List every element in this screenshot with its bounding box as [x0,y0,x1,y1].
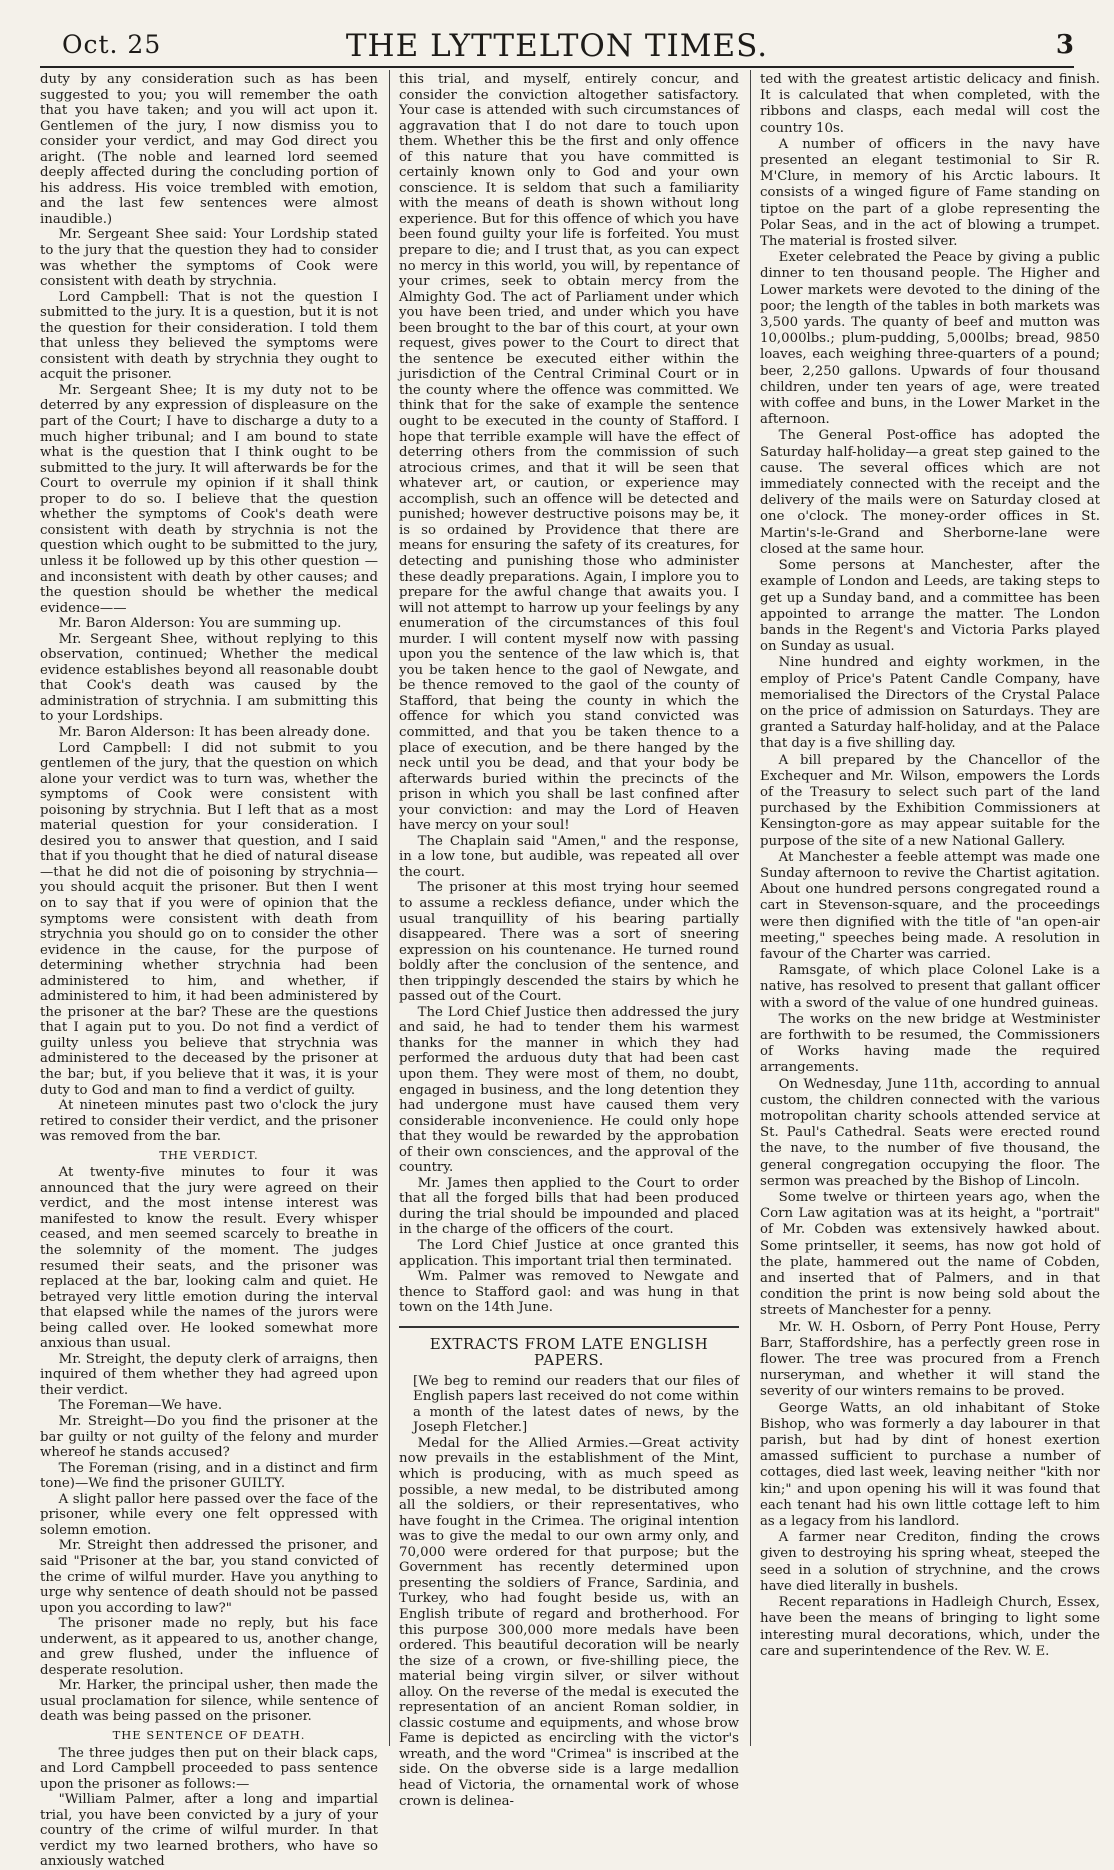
editor-note-text: [We beg to remind our readers that our files of English papers last received do not come within a month of the latest dates of news, by the Joseph Fletcher.] [413,1373,739,1436]
article-paragraph: Mr. Sergeant Shee; It is my duty not to be deterred by any expression of displeasure on the part of the Court; I have to discharge a duty to a much higher tribunal; and I am bound to state what is the question that I think ought to be submitted to the jury. It will afterwards be for the Court to overrule my opinion if it shall think proper to do so. I believe that the question whether the symptoms of Cook's death were consistent with death by strychnia is not the question which ought to be submitted to the jury, unless it be followed up by this other question — and inconsistent with death by other causes; and the question should be whether the medical evidence—— [40,382,378,616]
article-paragraph: A farmer near Crediton, finding the crows given to destroying his spring wheat, steeped the seed in a solution of strychnine, and the crows have died literally in bushels. [760,1530,1100,1594]
article-paragraph: On Wednesday, June 11th, according to annual custom, the children connected with the various motropolitan charity schools attended service at St. Paul's Cathedral. Seats were erected round the nave, to the number of five thousand, the general congregation occupying the floor. The sermon was preached by the Bishop of Lincoln. [760,1076,1100,1189]
article-paragraph: ted with the greatest artistic delicacy and finish. It is calculated that when completed, with the ribbons and clasps, each medal will cost the country 10s. [760,72,1100,136]
article-paragraph: The prisoner at this most trying hour seemed to assume a reckless defiance, under which the usual tranquillity of his bearing partially disappeared. There was a sort of sneering expression on his countenance. He turned round boldly after the conclusion of the sentence, and then trippingly descended the stairs by which he passed out of the Court. [399,880,739,1005]
article-paragraph: Medal for the Allied Armies.—Great activity now prevails in the establishment of the Mint, which is producing, with as much speed as possible, a new medal, to be distributed among all the soldiers, or their representatives, who have fought in the Crimea. The original intention was to give the medal to our own army only, and 70,000 were ordered for that purpose; but the Government has recently determined upon presenting the soldiers of France, Sardinia, and Turkey, who had fought beside us, with an English tribute of regard and brotherhood. For this purpose 300,000 more medals have been ordered. This beautiful decoration will be nearly the size of a crown, or five-shilling piece, the material being virgin silver, or silver without alloy. On the reverse of the medal is executed the representation of an ancient Roman soldier, in classic costume and equipments, and whose brow Fame is depicted as encircling with the victor's wreath, and the word "Crimea" is inscribed at the side. On the obverse side is a large medallion head of Victoria, the ornamental work of whose crown is delinea- [399,1435,739,1809]
article-paragraph: At Manchester a feeble attempt was made one Sunday afternoon to revive the Chartist agitation. About one hundred persons congregated round a cart in Stevenson-square, and the proceedings were then dignified with the title of "an open-air meeting," speeches being made. A resolution in favour of the Charter was carried. [760,849,1100,962]
article-paragraph: "William Palmer, after a long and impartial trial, you have been convicted by a jury of your country of the crime of wilful murder. In that verdict my two learned brothers, who have so anxiously watched [40,1792,378,1870]
article-paragraph: Wm. Palmer was removed to Newgate and thence to Stafford gaol: and was hung in that town on the 14th June. [399,1269,739,1316]
article-paragraph: The Lord Chief Justice then addressed the jury and said, he had to tender them his warmest thanks for the manner in which they had performed the arduous duty that had been cast upon them. They were most of them, no doubt, engaged in business, and the long detention they had undergone must have caused them very considerable inconvenience. He could only hope that they would be rewarded by the approbation of their own consciences, and the approval of the country. [399,1004,739,1176]
article-paragraph: Mr. Sergeant Shee, without replying to this observation, continued; Whether the medical evidence establishes beyond all reasonable doubt that Cook's death was caused by the administration of strychnia. I am submitting this to your Lordships. [40,631,378,725]
article-paragraph: duty by any consideration such as has been suggested to you; you will remember the oath that you have taken; and you will act upon it. Gentlemen of the jury, I now dismiss you to consider your verdict, and may God direct you aright. (The noble and learned lord seemed deeply affected during the concluding portion of his address. His voice trembled with emotion, and the last few sentences were almost inaudible.) [40,72,378,227]
article-paragraph: Mr. Harker, the principal usher, then made the usual proclamation for silence, while sentence of death was being passed on the prisoner. [40,1678,378,1725]
article-paragraph: Mr. James then applied to the Court to order that all the forged bills that had been produced during the trial should be impounded and placed in the charge of the officers of the court. [399,1175,739,1238]
article-paragraph: At twenty-five minutes to four it was announced that the jury were agreed on their verdict, and the most intense interest was manifested to know the result. Every whisper ceased, and men seemed scarcely to breathe in the solemnity of the moment. The judges resumed their seats, and the prisoner was replaced at the bar, looking calm and quiet. He betrayed very little emotion during the interval that elapsed while the names of the jurors were being called over. He looked somewhat more anxious than usual. [40,1165,378,1352]
article-paragraph: The Lord Chief Justice at once granted this application. This important trial then terminated. [399,1238,739,1269]
article-paragraph: Mr. Sergeant Shee said: Your Lordship stated to the jury that the question they had to consider was whether the symptoms of Cook were consistent with death by strychnia. [40,227,378,290]
issue-date: Oct. 25 [62,30,162,59]
section-rule [399,1326,739,1328]
article-paragraph: Mr. W. H. Osborn, of Perry Pont House, Perry Barr, Staffordshire, has a perfectly green rose in flower. The tree was procured from a French nurseryman, and whether it will stand the severity of our winters remains to be proved. [760,1319,1100,1400]
article-paragraph: The three judges then put on their black caps, and Lord Campbell proceeded to pass sentence upon the prisoner as follows:— [40,1745,378,1792]
column-divider [750,70,751,1746]
column-3 [760,72,1100,1744]
article-paragraph: this trial, and myself, entirely concur, and consider the conviction altogether satisfactory. Your case is attended with such circumstances of aggravation that I do not dare to touch upon them. Whether this be the first and only offence of this nature that you have committed is certainly known only to God and your own conscience. It is seldom that such a familiarity with the means of death is shown without long experience. But for this offence of which you have been found guilty your life is forfeited. You must prepare to die; and I trust that, as you can expect no mercy in this world, you will, by repentance of your crimes, seek to obtain mercy from the Almighty God. The act of Parliament under which you have been tried, and under which you have been brought to the bar of this court, at your own request, gives power to the Court to direct that the sentence be executed either within the jurisdiction of the Central Criminal Court or in the county where the offence was committed. We think that for the sake of example the sentence ought to be executed in the county of Stafford. I hope that terrible example will have the effect of deterring others from the commission of such atrocious crimes, and that it will be seen that whatever art, or caution, or experience may accomplish, such an offence will be detected and punished; however destructive poisons may be, it is so ordained by Providence that there are means for ensuring the safety of its creatures, for detecting and punishing those who administer these deadly preparations. Again, I implore you to prepare for the awful change that awaits you. I will not attempt to harrow up your feelings by any enumeration of the circumstances of this foul murder. I will content myself now with passing upon you the sentence of the law which is, that you be taken hence to the gaol of Newgate, and be thence removed to the gaol of the county of Stafford, that being the county in which the offence for which you stand convicted was committed, and that you be taken thence to a place of execution, and be there hanged by the neck until you be dead, and that your body be afterwards buried within the precincts of the prison in which you shall be last confined after your conviction: and may the Lord of Heaven have mercy on your soul! [399,72,739,834]
subheading-verdict: THE VERDICT. [159,1147,259,1162]
article-paragraph: Recent reparations in Hadleigh Church, Essex, have been the means of bringing to light some interesting mural decorations, which, under the care and superintendence of the Rev. W. E. [760,1595,1100,1659]
article-paragraph: The Foreman (rising, and in a distinct and firm tone)—We find the prisoner GUILTY. [40,1460,378,1492]
article-paragraph: The prisoner made no reply, but his face underwent, as it appeared to us, another change, and grew flushed, under the influence of desperate resolution. [40,1616,378,1678]
subheading-sentence: THE SENTENCE OF DEATH. [112,1727,306,1742]
article-paragraph: A number of officers in the navy have presented an elegant testimonial to Sir R. M'Clure, in memory of his Arctic labours. It consists of a winged figure of Fame standing on tiptoe on the part of a globe representing the Polar Seas, and in the act of blowing a trumpet. The material is frosted silver. [760,136,1100,250]
article-paragraph: Mr. Baron Alderson: It has been already done. [58,724,371,740]
article-paragraph: Mr. Streight, the deputy clerk of arraigns, then inquired of them whether they had agreed upon their verdict. [40,1351,378,1398]
article-paragraph: The Foreman—We have. [58,1398,223,1414]
article-paragraph: The works on the new bridge at Westminister are forthwith to be resumed, the Commissioners of Works having made the required arrangements. [760,1011,1100,1076]
article-paragraph: A slight pallor here passed over the face of the prisoner, while every one felt oppressed with solemn emotion. [40,1491,378,1538]
editor-note [399,1374,739,1436]
column-1 [40,72,378,1870]
page-number: 3 [1055,30,1074,60]
masthead [0,0,1114,64]
article-paragraph: Nine hundred and eighty workmen, in the employ of Price's Patent Candle Company, have memorialised the Directors of the Crystal Palace on the price of admission on Saturdays. They are granted a Saturday half-holiday, and at the Palace that day is a five shilling day. [760,655,1100,752]
column-2 [399,72,739,1809]
article-paragraph: Exeter celebrated the Peace by giving a public dinner to ten thousand people. The Higher and Lower markets were devoted to the dining of the poor; the length of the tables in both markets was 3,500 yards. The quanty of beef and mutton was 10,000lbs.; plum-pudding, 5,000lbs; bread, 9850 loaves, each weighing three-quarters of a pound; beer, 2,250 gallons. Upwards of four thousand children, under ten years of age, were treated with coffee and buns, in the Lower Market in the afternoon. [760,250,1100,428]
article-paragraph: Lord Campbell: That is not the question I submitted to the jury. It is a question, but it is not the question for their consideration. I told them that unless they believed the symptoms were consistent with death by strychnia they ought to acquit the prisoner. [40,289,378,383]
article-paragraph: Lord Campbell: I did not submit to you gentlemen of the jury, that the question on which alone your verdict was to turn was, whether the symptoms of Cook were consistent with poisoning by strychnia. But I left that as a most material question for your consideration. I desired you to answer that question, and I said that if you thought that he died of natural disease—that he did not die of poisoning by strychnia—you should acquit the prisoner. But then I went on to say that if you were of opinion that the symptoms were consistent with death from strychnia you should go on to consider the other evidence in the cause, for the purpose of determining whether strychnia had been administered to him, and whether, if administered to him, it had been administered by the prisoner at the bar? These are the questions that I again put to you. Do not find a verdict of guilty unless you believe that strychnia was administered to the deceased by the prisoner at the bar; but, if you believe that it was, it is your duty to God and man to find a verdict of guilty. [40,740,378,1098]
article-paragraph: George Watts, an old inhabitant of Stoke Bishop, who was formerly a day labourer in that parish, but had by dint of honest exertion amassed sufficient to purchase a number of cottages, died last week, leaving neither "kith nor kin;" and upon opening his will it was found that each tenant had his own little cottage left to him as a legacy from his landlord. [760,1400,1100,1530]
section-title-extracts: EXTRACTS FROM LATE ENGLISH PAPERS. [429,1334,709,1369]
column-divider [389,70,390,1746]
masthead-rule [40,66,1074,68]
newspaper-title: THE LYTTELTON TIMES. [345,28,769,64]
article-paragraph: Mr. Streight then addressed the prisoner, and said "Prisoner at the bar, you stand convicted of the crime of wilful murder. Have you anything to urge why sentence of death should not be passed upon you according to law?" [40,1538,378,1616]
article-paragraph: The General Post-office has adopted the Saturday half-holiday—a great step gained to the cause. The several offices which are not immediately connected with the receipt and the delivery of the mails were on Saturday closed at one o'clock. The money-order offices in St. Martin's-le-Grand and Sherborne-lane were closed at the same hour. [760,428,1100,557]
article-paragraph: A bill prepared by the Chancellor of the Exchequer and Mr. Wilson, empowers the Lords of the Treasury to select such part of the land purchased by the Exhibition Commissioners at Kensington-gore as may appear suitable for the purpose of the site of a new National Gallery. [760,752,1100,849]
article-paragraph: Ramsgate, of which place Colonel Lake is a native, has resolved to present that gallant officer with a sword of the value of one hundred guineas. [760,963,1100,1011]
article-paragraph: Some persons at Manchester, after the example of London and Leeds, are taking steps to get up a Sunday band, and a committee has been appointed to arrange the matter. The London bands in the Regent's and Victoria Parks played on Sunday as usual. [760,558,1100,655]
article-paragraph: Mr. Streight—Do you find the prisoner at the bar guilty or not guilty of the felony and murder whereof he stands accused? [40,1414,378,1461]
article-paragraph: At nineteen minutes past two o'clock the jury retired to consider their verdict, and the prisoner was removed from the bar. [40,1098,378,1145]
article-paragraph: Some twelve or thirteen years ago, when the Corn Law agitation was at its height, a "portrait" of Mr. Cobden was extensively hawked about. Some printseller, it seems, has now got hold of the plate, hammered out the name of Cobden, and inserted that of Palmers, and in that condition the print is now being sold about the streets of Manchester for a penny. [760,1190,1100,1319]
article-paragraph: Mr. Baron Alderson: You are summing up. [58,616,342,632]
article-paragraph: The Chaplain said "Amen," and the response, in a low tone, but audible, was repeated all over the court. [399,833,739,880]
